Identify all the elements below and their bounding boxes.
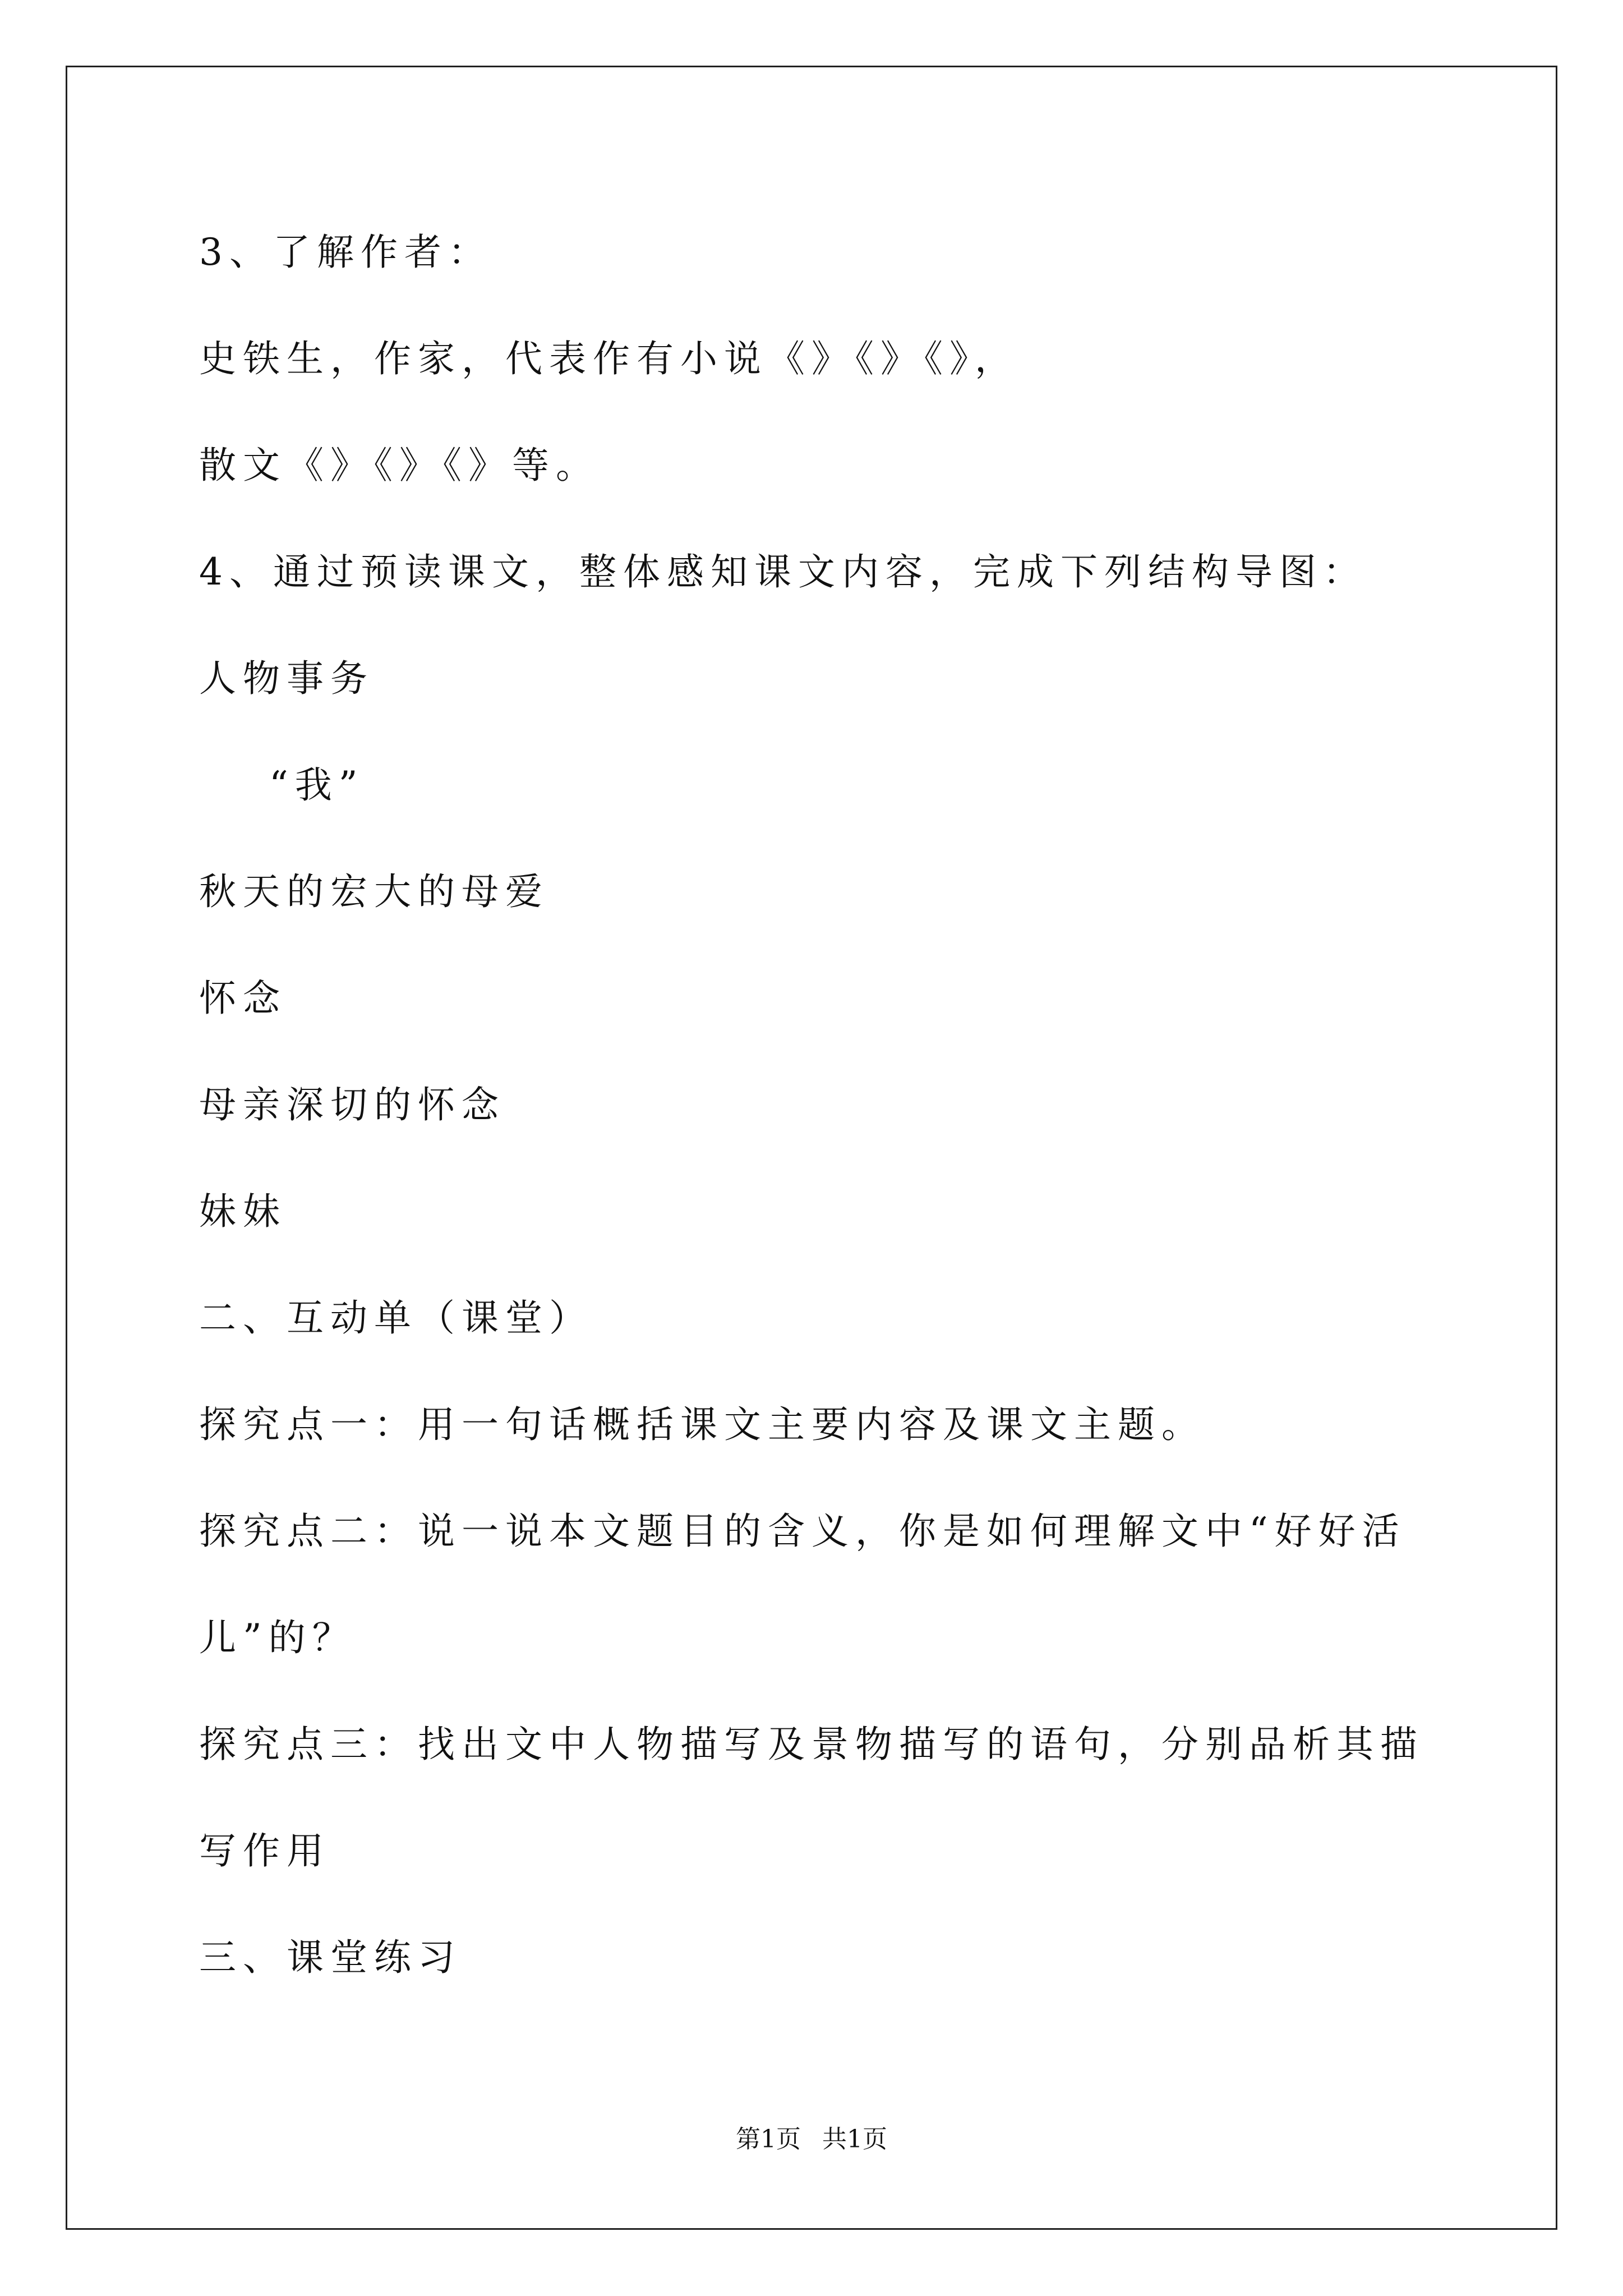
text-line-continuation: 写作用 bbox=[199, 1829, 330, 1872]
page-border bbox=[66, 66, 1557, 2230]
page-footer bbox=[0, 2124, 1623, 2155]
text-line: 4、通过预读课文，整体感知课文内容，完成下列结构导图： bbox=[199, 550, 1367, 593]
text-line: 二、互动单（课堂） bbox=[199, 1296, 593, 1340]
page-number-total: 共1页 bbox=[822, 2125, 887, 2154]
text-line: 三、课堂练习 bbox=[199, 1936, 462, 1979]
text-line: 秋天的宏大的母爱 bbox=[199, 870, 549, 913]
text-line: 3、了解作者： bbox=[199, 231, 492, 274]
text-line: 母亲深切的怀念 bbox=[199, 1083, 505, 1126]
text-line: 怀念 bbox=[199, 977, 287, 1020]
text-line: 探究点一：用一句话概括课文主要内容及课文主题。 bbox=[199, 1403, 1205, 1446]
text-line: 人物事务 bbox=[199, 657, 374, 700]
text-line: 史铁生，作家，代表作有小说《》《》《》， bbox=[199, 337, 1018, 380]
text-line: 探究点三：找出文中人物描写及景物描写的语句，分别品析其描 bbox=[199, 1723, 1424, 1766]
page-number-current: 第1页 bbox=[736, 2125, 801, 2154]
text-line: 妹妹 bbox=[199, 1190, 287, 1233]
text-line: “我” bbox=[269, 763, 365, 807]
text-line: 探究点二：说一说本文题目的含义，你是如何理解文中“好好活 bbox=[199, 1510, 1406, 1553]
text-line-continuation: 儿”的？ bbox=[199, 1616, 356, 1659]
text-line: 散文《》《》《》等。 bbox=[199, 444, 600, 487]
